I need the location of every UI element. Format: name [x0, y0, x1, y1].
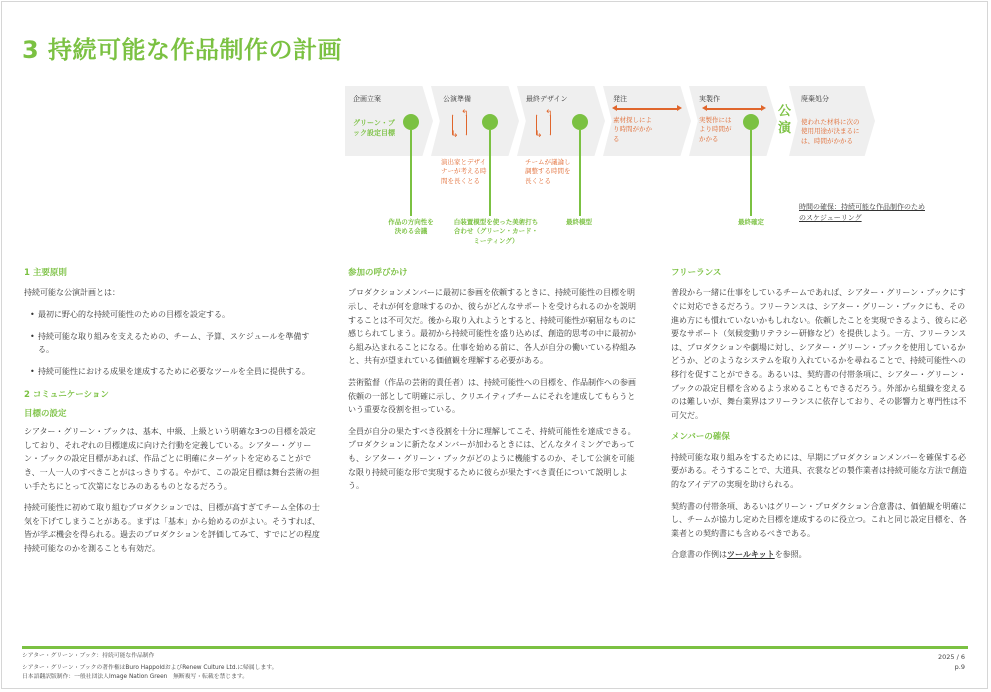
stage-note: 使われた材料に次の使用用途が決まるには、時間がかかる — [801, 118, 860, 145]
list-item: • 最初に野心的な持続可能性のための目標を設定する。 — [38, 308, 320, 322]
footer-copyright: シアター・グリーン・ブックの著作権はBuro HappoldおよびRenew Culture Ltd.に帰属します。 — [22, 664, 278, 671]
milestone-dot — [743, 114, 759, 130]
milestone-label: 最終模型 — [566, 218, 592, 226]
stage-label: 最終デザイン — [526, 95, 568, 103]
iteration-cycle-icon: ↰ ↳ — [535, 109, 553, 140]
list-item: • 持続可能な取り組みを支えるための、チーム、予算、スケジュールを準備する。 — [38, 330, 320, 357]
toolkit-prefix: 合意書の作例は — [671, 550, 727, 560]
milestone-line — [489, 130, 491, 216]
milestone-line — [750, 130, 752, 216]
paragraph: 全員が自分の果たすべき役割を十分に理解してこそ、持続可能性を達成できる。プロダクションに新たなメンバーが加わるときには、どんなタイミングであっても、シアター・グリーン・ブックがどのように機能するのか、そして公演を可能な限り持続可能な形で実現するために彼らが果たすべき責任について説明しよう。 — [348, 426, 636, 491]
page-number: p.9 — [954, 663, 965, 672]
stage-label: 企画立案 — [353, 95, 381, 103]
milestone-label: 作品の方向性を決める会議 — [388, 218, 434, 236]
stage-label: 発注 — [613, 95, 627, 103]
iteration-cycle-icon: ↰ ↳ — [451, 109, 469, 140]
paragraph: 持続可能な取り組みをするためには、早期にプロダクションメンバーを確保する必要がある。そうすることで、大道具、衣裳などの製作業者は持続可能な方法で創造的なアイデアの実現を助けられる。 — [671, 452, 967, 489]
extended-time-arrow — [617, 108, 677, 110]
stage-note: 実製作にはより時間がかかる — [699, 116, 732, 143]
paragraph: 契約書の付帯条項、あるいはグリーン・プロダクション合意書は、価値観を明確にし、チームが協力し定めた目標を達成するのに役立つ。これと同じ設定目標を、各業者との契約書にも含めるべきである。 — [671, 501, 967, 538]
toolkit-suffix: を参照。 — [774, 550, 807, 560]
performance-label: 公演 — [778, 104, 792, 136]
paragraph: シアター・グリーン・ブックは、基本、中級、上級という明確な3つの目標を設定しており、それぞれの目標達成に向けた行動を定義している。シアター・グリーン・ブックの設定目標があれば、作品ごとに明確にターゲットを定めることができ、一人一人のすべきことがはっきりする。やがて、この設定目標は舞台芸術の担い手たちにとって次第になじみのあるものとなるだろう。 — [24, 427, 320, 491]
schedule-link[interactable]: 時間の確保：持続可能な作品制作のためのスケジューリング — [799, 203, 925, 222]
footer-translation: 日本語翻訳版制作：一般社団法人Image Nation Green 無断複写・転載を禁じます。 — [22, 673, 249, 680]
footer-rule — [22, 646, 968, 649]
stage-note: チームが議論し調整する時間を長くとる — [525, 158, 571, 185]
column-engagement — [348, 266, 642, 501]
extended-time-arrow — [707, 108, 761, 110]
footer-title: シアター・グリーン・ブック：持続可能な作品制作 — [22, 653, 155, 659]
stage-note: グリーン・ブック設定目標 — [353, 119, 395, 138]
section-heading: 1 主要原則 — [24, 268, 67, 278]
stage-label: 廃棄処分 — [801, 95, 829, 103]
paragraph — [671, 548, 967, 562]
section-heading: 参加の呼びかけ — [348, 268, 408, 278]
milestone-dot — [403, 114, 419, 130]
section-heading: メンバーの確保 — [671, 432, 730, 443]
list-item: • 持続可能性における成果を達成するために必要なツールを全員に提供する。 — [38, 365, 320, 379]
section-heading: フリーランス — [671, 268, 722, 278]
stage-note: 演出家とデザイナーが考える時間を長くとる — [441, 158, 487, 185]
milestone-dot — [572, 114, 588, 130]
page-title: 3 持続可能な作品制作の計画 — [22, 36, 343, 64]
stage-note: 素材探しにより時間がかかる — [613, 116, 652, 143]
stage-label: 公演準備 — [443, 95, 471, 103]
footer-credits — [22, 652, 277, 682]
subsection-heading: 目標の設定 — [24, 408, 67, 419]
principles-list — [24, 308, 320, 378]
paragraph: 芸術監督（作品の芸術的責任者）は、持続可能性への目標を、作品制作への参画依頼の一部として明確に示し、クリエイティブチームにそれを達成してもらうという重要な役割を担っている。 — [348, 378, 636, 415]
paragraph: プロダクションメンバーに最初に参画を依頼するときに、持続可能性の目標を明示し、それが何を意味するのか、彼らがどんなサポートを受けられるのかを説明することは不可欠だ。後から取り入れようとすると、持続可能性が窮屈なものに感じられてしまう。最初から持続可能性を盛り込めば、創造的思考の中に最初から組み込まれることになる。仕事を始める前に、各人が自分の働いている枠組みと、共有が望まれている価値観を理解する必要がある。 — [348, 288, 636, 366]
milestone-label: 白装置模型を使った美術打ち合わせ（グリーン・カード・ミーティング） — [453, 218, 539, 245]
footer-meta — [938, 652, 965, 673]
toolkit-link[interactable]: ツールキット — [727, 550, 775, 560]
milestone-label: 最終確定 — [738, 218, 764, 226]
paragraph: 持続可能性に初めて取り組むプロダクションでは、目標が高すぎてチーム全体の士気を下げてしまうことがある。まずは「基本」から始めるのがよい。そうすれば、皆が学ぶ機会を得られる。過去のプロダクションを評価してみて、すでにどの程度持続可能なのかを測ることも有効だ。 — [24, 503, 320, 554]
paragraph: 普段から一緒に仕事をしているチームであれば、シアター・グリーン・ブックにすぐに対応できるだろう。フリーランスは、シアター・グリーン・ブックにも、その進め方にも慣れていないかもしれない。依頼したことを実現できるよう、彼らに必要なサポート（気候変動リテラシー研修など）を提供しよう。一方、フリーランスは、プロダクションや劇場に対し、シアター・グリーン・ブックを使用しているかどうか、どのようなシステムを取り入れているかを尋ねることで、持続可能性への移行を促すことができる。あるいは、契約書の付帯条項に、シアター・グリーン・ブックの設定目標を含めるよう求めることもできるだろう。外部から組織を変えるのは難しいが、舞台業界はフリーランスに依存しており、その影響力と専門性は不可欠だ。 — [671, 288, 967, 420]
column-freelance — [671, 266, 967, 570]
section-heading: 2 コミュニケーション — [24, 390, 109, 401]
intro-text: 持続可能な公演計画とは： — [24, 288, 120, 298]
footer-date: 2025 / 6 — [938, 653, 965, 661]
milestone-line — [579, 130, 581, 216]
milestone-line — [410, 130, 412, 216]
milestone-dot — [482, 114, 498, 130]
column-principles — [24, 266, 320, 564]
stage-label: 実製作 — [699, 95, 720, 103]
